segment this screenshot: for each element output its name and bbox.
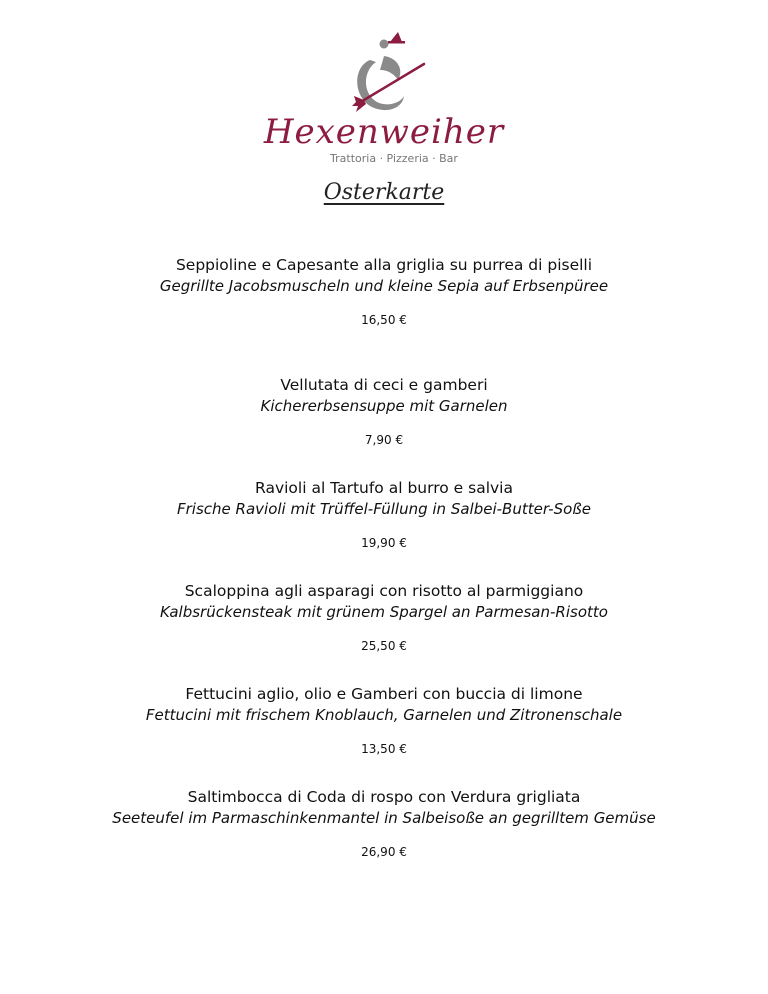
dish-description: Frische Ravioli mit Trüffel-Füllung in Salbei-Butter-Soße: [177, 500, 591, 518]
dish-description: Kichererbsensuppe mit Garnelen: [260, 397, 508, 415]
dish-description: Seeteufel im Parmaschinkenmantel in Salbeisoße an gegrilltem Gemüse: [112, 809, 656, 827]
menu-title-text: Osterkarte: [323, 180, 445, 205]
brand-name: Hexenweiher: [263, 112, 505, 152]
dish-price: 25,50 €: [361, 639, 407, 653]
restaurant-logo: [0, 30, 768, 170]
menu-title: [0, 180, 768, 205]
dish-name: Scaloppina agli asparagi con risotto al parmiggiano: [184, 582, 584, 600]
dish-description: Kalbsrückensteak mit grünem Spargel an Parmesan-Risotto: [160, 603, 608, 621]
dish-price: 19,90 €: [361, 536, 407, 550]
dish-item: [0, 374, 768, 477]
dish-item: [0, 254, 768, 374]
dish-name: Seppioline e Capesante alla griglia su purrea di piselli: [175, 256, 593, 274]
dish-item: [0, 477, 768, 580]
dish-list: [0, 254, 768, 889]
dish-price: 26,90 €: [361, 845, 407, 859]
dish-name: Saltimbocca di Coda di rospo con Verdura grigliata: [187, 788, 581, 806]
dish-price: 13,50 €: [361, 742, 407, 756]
dish-price: 7,90 €: [364, 433, 404, 447]
dish-description: Gegrillte Jacobsmuscheln und kleine Sepia auf Erbsenpüree: [159, 277, 609, 295]
witch-emblem-icon: [340, 30, 430, 115]
dish-price: 16,50 €: [361, 313, 407, 327]
dish-name: Vellutata di ceci e gamberi: [280, 376, 488, 394]
dish-item: [0, 580, 768, 683]
brand-tagline: Trattoria · Pizzeria · Bar: [330, 152, 458, 165]
dish-description: Fettucini mit frischem Knoblauch, Garnelen und Zitronenschale: [145, 706, 623, 724]
dish-name: Fettucini aglio, olio e Gamberi con buccia di limone: [185, 685, 583, 703]
dish-name: Ravioli al Tartufo al burro e salvia: [255, 479, 513, 497]
dish-item: [0, 683, 768, 786]
dish-item: [0, 786, 768, 889]
